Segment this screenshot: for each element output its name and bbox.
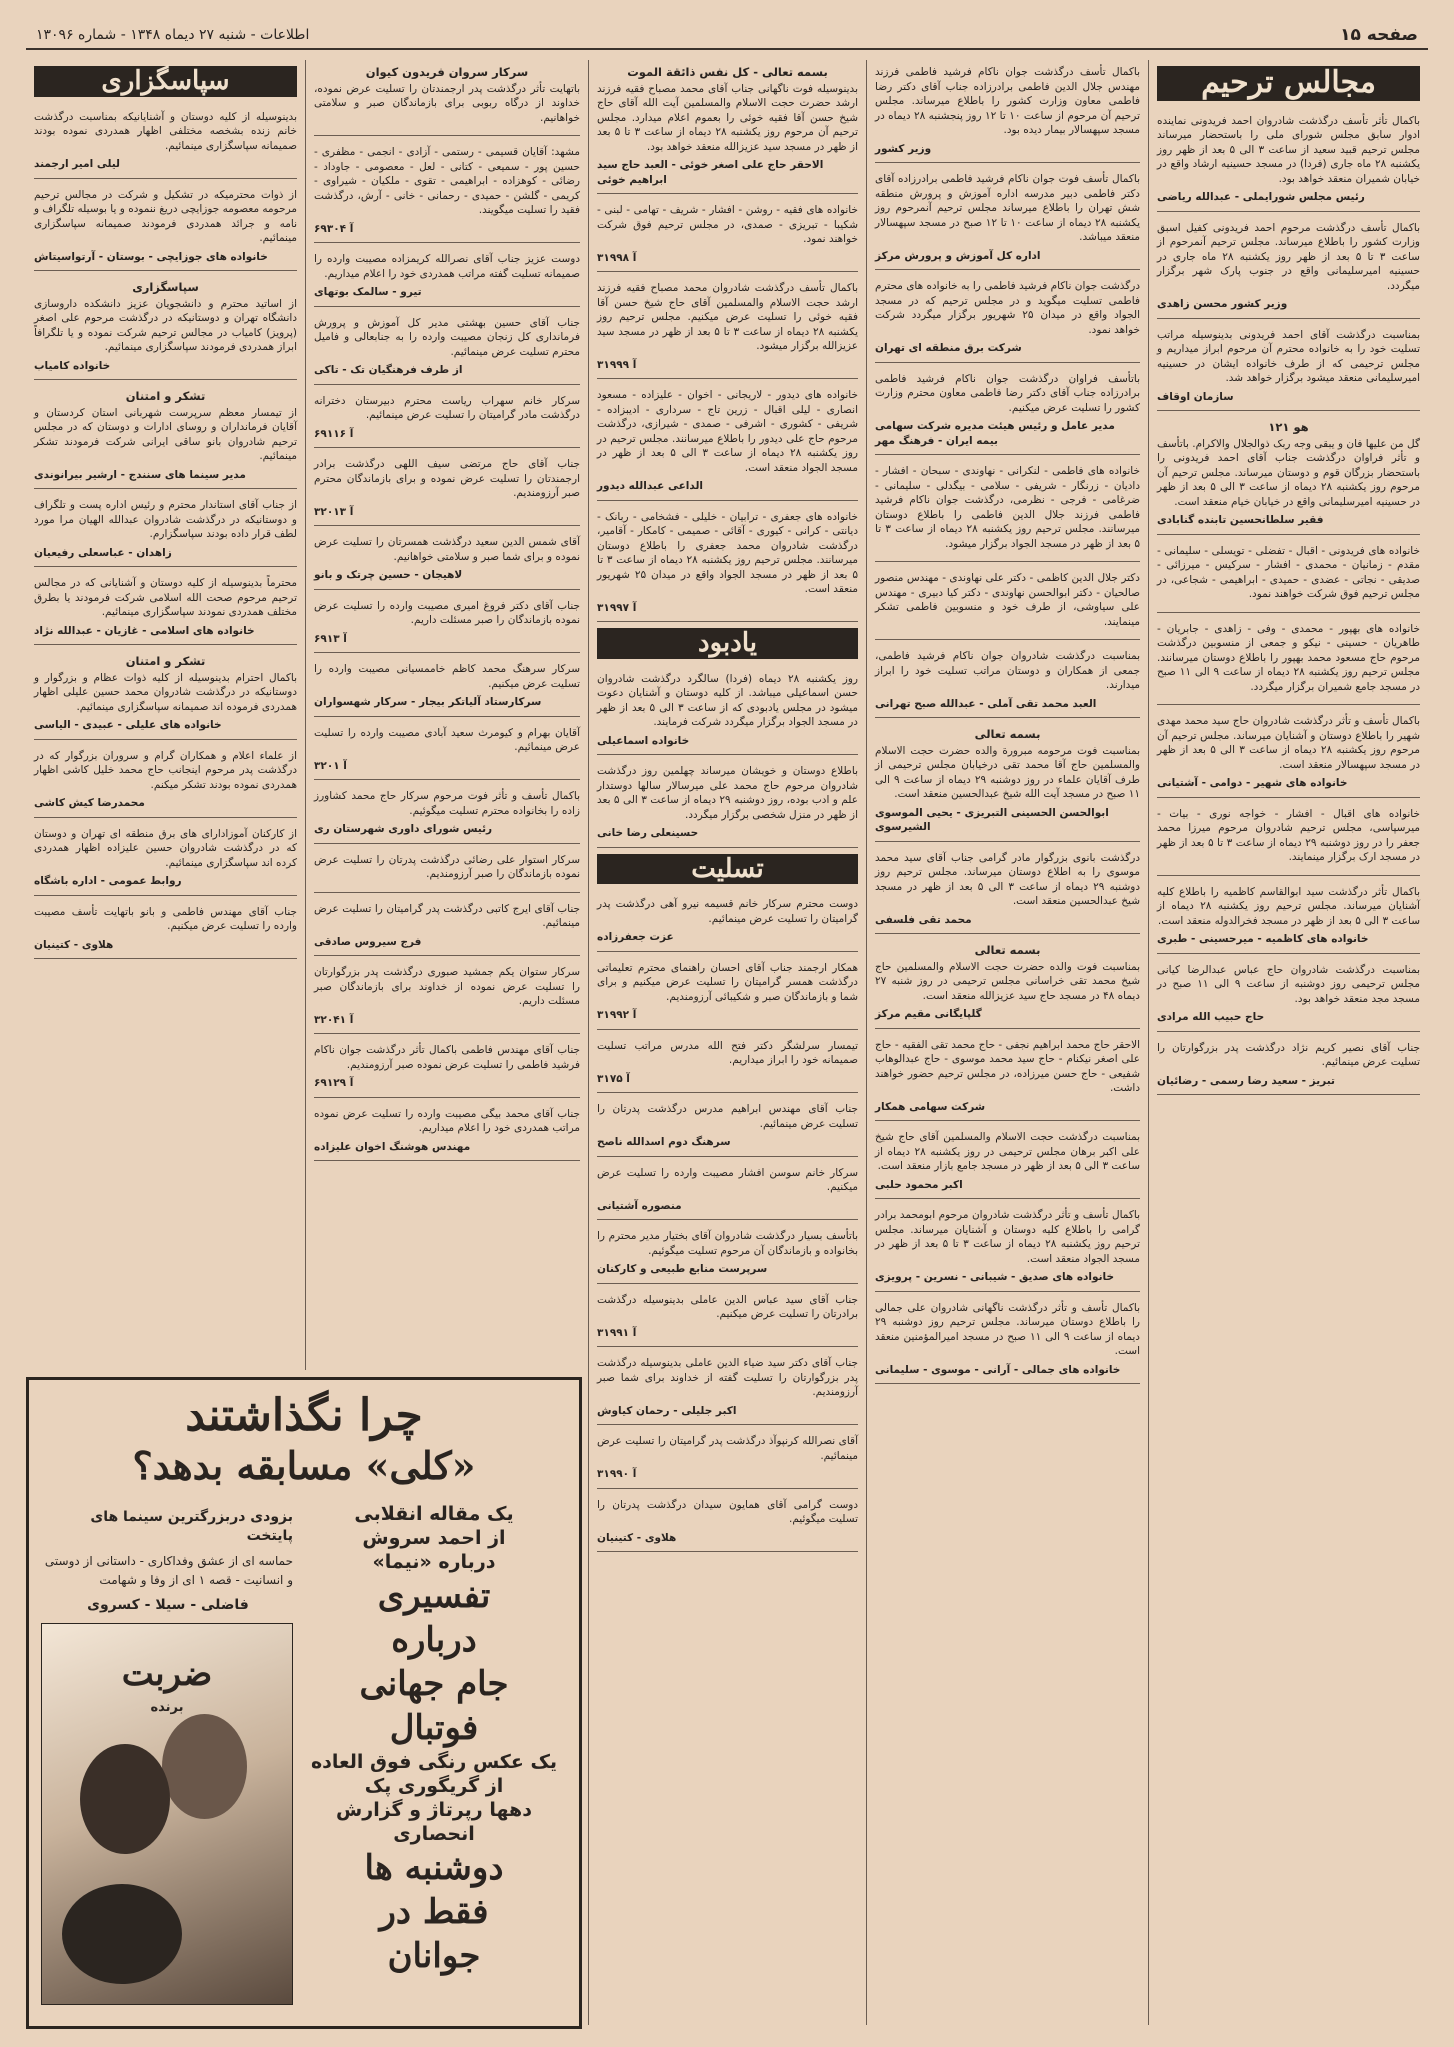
notice-signature: آ ۳۲۰۱ <box>314 759 347 772</box>
notice-body: جناب آقای حاج مرتضی سیف اللهی درگذشت برادر ارجمندتان را تسلیت عرض نموده و برای بازماندگان محترم صبر آرزومندیم. <box>314 458 580 499</box>
notice <box>875 459 1140 562</box>
notice-body: از کارکنان آموزادارای های برق منطقه ای تهران و دوستان که در درگذشت شادروان حسین علیزاده اظهار همدردی کرده اند سپاسگزاری مینمائیم. <box>34 827 297 869</box>
notice-body: دکتر جلال الدین کاظمی - دکتر علی نهاوندی - مهندس منصور صالحیان - دکتر ابوالحسن نهاوندی - دکتر کیا دبیری - مهندس علی سیاوشی، از طرف خود و منسوبین فاطمی تشکر مینمایند. <box>875 572 1140 628</box>
notice-signature: خانواده های صدیق - شیبانی - نسرین - پرویزی <box>875 1271 1115 1283</box>
notice-signature: شرکت برق منطقه ای تهران <box>875 342 1022 354</box>
notice-body: باکمال تأسف و تأثر درگذشت ناگهانی شادروان علی جمالی را باطلاع دوستان میرساند. مجلس ترحیم روز دوشنبه ۲۹ دیماه از ساعت ۹ الی ۱۱ صبح در مسجد امیرالمؤمنین منعقد است. <box>875 1301 1140 1357</box>
notice <box>875 367 1140 456</box>
notice-signature: آ ۳۱۹۹۲ <box>597 1009 637 1021</box>
ad-big-3: جام جهانی <box>359 1664 509 1704</box>
notice <box>875 1203 1140 1292</box>
notice-body: جناب آقای دکتر فروغ امیری مصیبت وارده را تسلیت عرض نموده بازماندگان را صبر مسئلت داریم. <box>314 599 580 626</box>
notice-signature: سرپرست منابع طبیعی و کارکنان <box>597 1263 768 1275</box>
notice <box>597 276 858 379</box>
notice-signature: هلاوی - کتینیان <box>34 938 114 951</box>
notice-body: باکمال تأسف فوت جوان ناکام فرشید فاطمی برادرزاده آقای دکتر فاطمی دبیر مدرسه اداره آموزش و پرورش منطقه شش تهران را باطلاع میرساند مجلس ترحیم آنمرحوم روز یکشنبه ۲۸ دیماه از ساعت ۱۰ تا ۱۲ صبح در مسجد سپهسالار منعقد میباشد. <box>875 173 1140 243</box>
issue-info: اطلاعات - شنبه ۲۷ دیماه ۱۳۴۸ - شماره ۱۳۰۹۶ <box>36 27 310 43</box>
notice-signature: آ ۳۱۹۹۰ <box>597 1468 637 1480</box>
notice-body: آقایان بهرام و کیومرث سعید آبادی مصیبت وارده را تسلیت عرض مینمائیم. <box>314 726 580 753</box>
notice-body: خانواده های جعفری - ترابیان - خلیلی - فشخامی - ربانک - دیانتی - کرانی - کیوری - آقائی - صمیمی - کامکار - آقامیر، درگذشت شادروان محمد جعفری را باطلاع دوستان میرسانند. مجلس ترحیم روز یکشنبه ۲۸ دیماه از ساعت ۳ تا ۵ بعد از ظهر در مسجد الجواد واقع در میدان ۲۵ شهریور منعقد است. <box>597 510 858 595</box>
notice-body: باکمال احترام بدینوسیله از کلیه ذوات عظام و بزرگوار و دوستانیکه در درگذشت شادروان محمد حسین علیلی اظهار همدردی فرموده اند صمیمانه سپاسگزاری مینمائیم. <box>34 671 297 713</box>
film-cast: فاضلی - سیلا - کسروی <box>87 1597 249 1613</box>
notice-signature: سرهنگ دوم اسدالله ناصح <box>597 1136 731 1148</box>
notice-body: از علماء اعلام و همکاران گرام و سروران بزرگوار که در درگذشت پدر مرحوم اینجانب حاج محمد خلیل کاشی اظهار همدردی نموده بودند تشکر میکنم. <box>34 749 297 791</box>
cinema-tagline: حماسه ای از عشق وفداکاری - داستانی از دوستی و انسانیت - قصه ۱ ای از وفا و شهامت <box>44 1554 293 1587</box>
notice-title: سپاسگزاری <box>132 280 199 294</box>
notice-signature: الداعی عبدالله دیدور <box>597 480 703 492</box>
notice-signature: لیلی امیر ارجمند <box>34 158 120 170</box>
notice-body: بدینوسیله از کلیه دوستان و آشنایانیکه بمناسبت درگذشت خانم زنده بشخصه مختلفی اظهار همدردی نموده بودند صمیمانه سپاسگزاری مینمائیم. <box>34 110 297 152</box>
ad-line-1: یک مقاله انقلابی <box>354 1503 514 1525</box>
notice-body: آقای نصرالله کرنپوآذ درگذشت پدر گرامیتان را تسلیت عرض مینمائیم. <box>597 1435 858 1462</box>
ad-big-6: فقط در <box>379 1892 489 1932</box>
notice <box>314 530 580 590</box>
notice-body: جناب آقای ایرج کاتبی درگذشت پدر گرامیتان را تسلیت عرض مینمائیم. <box>314 902 580 929</box>
notice-body: جناب آقای مهندس ابراهیم مدرس درگذشت پدرتان را تسلیت عرض مینمائیم. <box>597 1103 858 1130</box>
notice <box>597 1161 858 1221</box>
ad-big-5: دوشنبه ها <box>364 1848 504 1888</box>
notice-signature: رئیس مجلس شورایملی - عبدالله ریاضی <box>1157 191 1365 203</box>
notice-signature: حسینعلی رضا خانی <box>597 827 699 839</box>
notice-body: از ذوات محترمیکه در تشکیل و شرکت در مجالس ترحیم مرحومه معصومه جوزایچی دریغ ننموده و یا بوسیله تلگراف و نامه و جرائد همدردی فرمودند صمیمانه سپاسگزاری مینمائیم. <box>34 188 297 244</box>
notice-body: جناب آقای سید عباس الدین عاملی بدینوسیله درگذشت برادرتان را تسلیت عرض میکنیم. <box>597 1293 858 1320</box>
notice-body: باکمال تأسف درگذشت مرحوم احمد فریدونی کفیل اسبق وزارت کشور را باطلاع میرساند. مجلس ترحیم آنمرحوم از ساعت ۳ تا ۵ بعد از ظهر روز یکشنبه ۲۸ ماه جاری در حسینیه امیرسلیمانی واقع در جنوب پارک شهر برگزار میگردد. <box>1157 221 1420 292</box>
notice <box>597 1224 858 1284</box>
notice-body: دوست گرامی آقای همایون سیدان درگذشت پدرتان را تسلیت میگوئیم. <box>597 1498 858 1525</box>
magazine-advertisement <box>26 1377 582 2029</box>
notice-body: سرکار خانم سهراب ریاست محترم دبیرستان دخترانه درگذشت مادر گرامیتان را تسلیت عرض مینمائیم. <box>314 394 580 421</box>
notice <box>875 644 1140 718</box>
column-2 <box>866 60 1148 2025</box>
notice <box>875 566 1140 640</box>
notice <box>314 960 580 1034</box>
notice-signature: مدیر عامل و رئیس هیئت مدیره شرکت سهامی بیمه ایران - فرهنگ مهر <box>875 420 1115 447</box>
notice-body: روز یکشنبه ۲۸ دیماه (فردا) سالگرد درگذشت شادروان حسن اسماعیلی میباشد. از کلیه دوستان و آشنایان دعوت میشود در مجلس یادبودی که از ساعت ۳ الی ۵ بعد از ظهر در مسجد الجواد برگزار میگردد شرکت فرمایند. <box>597 672 858 728</box>
notice <box>1157 415 1420 535</box>
film-title: ضربت <box>121 1654 213 1694</box>
notice-signature: خانواده های شهیر - دوامی - آشتیانی <box>1157 777 1348 789</box>
notice-body: خانواده های اقبال - افشار - خواجه نوری - بیات - میرسپاسی، مجلس ترحیم شادروان مرحوم میرزا محمد جعفر را در روز دوشنبه ۲۹ دیماه از ساعت ۳ تا ۵ بعد از ظهر در مسجد ارک برگزار مینمایند. <box>1157 807 1421 863</box>
notice-signature: خانواده های جوزایچی - بوستان - آرتواسیتاش <box>34 250 268 263</box>
notice-signature: زاهدان - عباسعلی رفیعیان <box>34 546 172 559</box>
notice-body: بمناسبت درگذشت حجت الاسلام والمسلمین آقای حاج شیخ علی اکبر برهان مجلس ترحیمی در روز یکشنبه ۲۸ دیماه از ساعت ۳ الی ۵ بعد از ظهر در مسجد جامع بازار منعقد است. <box>875 1131 1140 1172</box>
notice-signature: اکبر محمود حلبی <box>875 1178 963 1191</box>
notice-signature: منصوره آشتیانی <box>597 1199 682 1212</box>
ad-big-7: جوانان <box>387 1936 481 1976</box>
notice-signature: حاج حبیب الله مرادی <box>1157 1011 1265 1023</box>
notice-body: دوست عزیز جناب آقای نصرالله کریمزاده مصیبت وارده را صمیمانه تسلیت گفته مراتب همدردی خود را اعلام میداریم. <box>314 253 580 280</box>
notice <box>1157 216 1420 319</box>
notice <box>875 722 1140 842</box>
notice-body: خانواده های فقیه - روشن - افشار - شریف - تهامی - لبنی - شکیبا - تبریزی - صمدی، در مجلس ترحیم فوق شرکت خواهند نمود. <box>597 204 858 245</box>
notice-signature: آ ۶۹۱۳ <box>314 632 347 645</box>
notice-body: از اساتید محترم و دانشجویان عزیز دانشکده داروسازی دانشگاه تهران و دوستانیکه در درگذشت مرحوم علی اصغر (پرویز) کامیاب در مجالس ترحیم شرکت نموده و یا تلگرافاً ابراز همدردی فرمودند سپاسگزاری مینمائیم. <box>34 297 297 353</box>
notice-body: خانواده های فریدونی - اقبال - تفضلی - تویسلی - سلیمانی - مقدم - زمانیان - محمدی - افشار - سرکیس - میرزائی - صدیقی - نجاتی - عضدی - حمیدی - ابراهیمی - شجاعی، در مجلس ترحیم فوق شرکت خواهند نمود. <box>1157 544 1420 600</box>
notice <box>597 383 858 501</box>
notice <box>314 452 580 526</box>
notice-signature: مهندس هوشنگ اخوان علیزاده <box>314 1140 471 1153</box>
notice <box>314 389 580 449</box>
notice <box>314 247 580 307</box>
notice-body: جناب آقای مهندس فاطمی باکمال تأثر درگذشت جوان ناکام فرشید فاطمی را تسلیت عرض نموده صبر آرزومندیم. <box>314 1044 580 1071</box>
notice-title: هو ۱۲۱ <box>1268 420 1309 434</box>
column-3 <box>588 60 866 2025</box>
notice-title: بسمه تعالی <box>974 727 1041 741</box>
notice-body: بمناسبت فوت والده حضرت حجت الاسلام والمسلمین حاج شیخ محمد تقی خراسانی مجلس ترحیمی در روز شنبه ۲۷ دیماه ۴۸ در مسجد حاج سید عزیزالله منعقد است. <box>875 960 1140 1002</box>
notice-signature: روابط عمومی - اداره باشگاه <box>34 875 182 887</box>
notice <box>875 167 1140 270</box>
notice <box>597 1493 858 1553</box>
notice <box>34 183 297 272</box>
notice-body: از جناب آقای استاندار محترم و رئیس اداره پست و تلگراف و دوستانیکه در درگذشت شادروان عبدالله الهیان مرا مورد لطف قرار داده بودند سپاسگزارم. <box>34 499 297 540</box>
notice-body: گل من علیها فان و یبقی وجه ربک ذوالجلال والاکرام. باتأسف و تأثر فراوان درگذشت جناب آقای احمد فریدونی را باستحضار بزرگان قوم و دوستان میرساند. مجلس ترحیم آن مرحوم روز یکشنبه ۲۸ دیماه از ساعت ۳ الی ۵ بعد از ظهر در حسینیه امیرسلیمانی واقع در خیابان خیام منعقد است. <box>1157 437 1420 508</box>
notice <box>34 649 297 740</box>
notice-signature: وزیر کشور <box>875 142 932 155</box>
notice-body: باتأسف فراوان درگذشت جوان ناکام فرشید فاطمی برادرزاده جناب آقای دکتر رضا فاطمی معاون محترم وزارت کشور را تسلیت عرض میکنیم. <box>875 372 1140 414</box>
notice-body: جناب آقای مهندس فاطمی و بانو باتهایت تأسف مصیبت وارده را تسلیت عرض میکنیم. <box>34 905 297 932</box>
notice-body: باطلاع دوستان و خویشان میرساند چهلمین روز درگذشت شادروان مرحوم حاج محمد علی میرسالار سالها دوستدار علم و ادب بوده، روز دوشنبه ۲۹ دیماه از ساعت ۳ الی ۵ بعد از ظهر در منزل شخصی برگزار میگردد. <box>597 765 858 821</box>
banner-tasliat: تسلیت <box>597 854 858 885</box>
notice-signature: آ ۳۱۹۹۱ <box>597 1326 637 1339</box>
notice <box>34 744 297 818</box>
notice <box>314 721 580 781</box>
notice <box>314 140 580 243</box>
notice-body: دوست محترم سرکار خانم قسیمه نیرو آهی درگذشت پدر گرامیتان را تسلیت عرض مینمائیم. <box>597 898 858 925</box>
notice-signature: فقیر سلطانحسین تابنده گنابادی <box>1157 514 1324 526</box>
notice-body: باتهایت تأثر درگذشت پدر ارجمندتان را تسلیت عرض نموده، خداوند از درگاه ربوبی برای بازماندگان صبر و سلامتی خواهانیم. <box>314 82 580 124</box>
notice-body: باکمال تأثر درگذشت سید ابوالقاسم کاظمیه را باطلاع کلیه آشنایان میرساند. مجلس ترحیم روز یکشنبه ۲۸ دیماه از ساعت ۳ الی ۵ بعد از ظهر در مسجد فخرالدوله منعقد است. <box>1157 885 1420 927</box>
notice-signature: از طرف فرهنگیان تک - تاکی <box>314 364 463 376</box>
ad-line-3: درباره «نیما» <box>372 1551 496 1573</box>
notice-body: جناب آقای محمد بیگی مصیبت وارده را تسلیت عرض نموده مراتب همدردی خود را اعلام میداریم. <box>314 1107 580 1134</box>
ad-line-2: از احمد سروش <box>362 1527 506 1549</box>
page-number: صفحه ۱۵ <box>1340 25 1418 45</box>
notice-body: الاحقر حاج محمد ابراهیم نجفی - حاج محمد تقی الفقیه - حاج علی اصغر نیکنام - حاج سید محمد موسوی - حاج عبدالوهاب شفیعی - حاج حسن میرزاده، در مجلس ترحیم حضور خواهند داشت. <box>875 1038 1140 1094</box>
notice <box>314 60 580 136</box>
notice <box>1157 323 1420 412</box>
notice-signature: آ ۶۹۳۰۴ <box>314 222 354 235</box>
notice-body: از تیمسار معظم سرپرست شهربانی استان کردستان و آقایان فرمانداران و روسای ادارات و دوستان که در مجلس ترحیم شادروان بانو ساقی ایرانی شرکت فرمودند تشکر مینمائیم. <box>34 406 297 462</box>
notice-body: باکمال تأسف درگذشت جوان ناکام فرشید فاطمی فرزند مهندس جلال الدین فاطمی برادرزاده جناب آقای دکتر رضا فاطمی معاون وزارت کشور را باطلاع میرساند. مجلس ترحیم آن مرحوم از ساعت ۱۰ تا ۱۲ روز پنجشنبه ۲۸ دیماه در مسجد سپهسالار بیمار دیده بود. <box>875 66 1141 136</box>
notice <box>875 274 1140 363</box>
notice <box>597 1097 858 1157</box>
notice-body: درگذشت جوان ناکام فرشید فاطمی را به خانواده های محترم فاطمی تسلیت میگوید و در مجلس ترحیم که در مسجد الجواد واقع در میدان ۲۵ شهریور برگزار میگردد شرکت خواهد نمود. <box>875 280 1140 336</box>
notice <box>597 505 858 623</box>
notice <box>875 938 1140 1029</box>
poster-face <box>80 1744 170 1854</box>
film-poster <box>41 1623 293 2005</box>
ad-headline-1: چرا نگذاشتند <box>185 1390 423 1441</box>
notice-signature: عزت جعفرزاده <box>597 931 674 943</box>
notice-signature: محمدرضا کیش کاشی <box>34 797 145 809</box>
notice <box>597 1288 858 1348</box>
notice <box>597 1034 858 1094</box>
banner-majales: مجالس ترحیم <box>1157 66 1420 101</box>
notice <box>1157 880 1420 954</box>
notice-body: باتأسف بسیار درگذشت شادروان آقای بختیار مدیر محترم را بخانواده و بازماندگان آن مرحوم تسلیت میگوئیم. <box>597 1230 858 1257</box>
notice-signature: فرج سیروس صادقی <box>314 935 422 948</box>
notice <box>875 846 1140 935</box>
notice <box>314 848 580 893</box>
notice-title: تشکر و امتنان <box>125 389 206 403</box>
notice-signature: اداره کل آموزش و پرورش مرکز <box>875 249 1041 262</box>
notice-body: باکمال تأسف و تأثر درگذشت شادروان مرحوم ابومحمد برادر گرامی را باطلاع کلیه دوستان و آشنایان میرساند. مجلس ترحیم روز یکشنبه ۲۸ دیماه از ساعت ۳ تا ۵ بعد از ظهر در مسجد الجواد منعقد است. <box>875 1209 1141 1265</box>
column-4 <box>305 60 588 1370</box>
notice-signature: گلپایگانی مقیم مرکز <box>875 1008 982 1020</box>
notice <box>597 759 858 848</box>
notice-body: بمناسبت درگذشت شادروان حاج عباس عبدالرضا کیانی مجلس ترحیمی روز دوشنبه از ساعت ۹ الی ۱۱ صبح در مسجد مجد منعقد خواهد بود. <box>1157 963 1420 1005</box>
notice-body: درگذشت بانوی بزرگوار مادر گرامی جناب آقای سید محمد موسوی را به اطلاع دوستان میرساند. مجلس ترحیم روز دوشنبه ۲۹ دیماه از ساعت ۳ الی ۵ بعد از ظهر در مسجد شیخ عبدالحسین منعقد است. <box>875 851 1140 907</box>
poster-face <box>62 1884 182 1984</box>
notice-signature: آ ۶۹۱۲۹ <box>314 1077 354 1089</box>
notice <box>314 311 580 385</box>
notice-body: همکار ارجمند جناب آقای احسان راهنمای محترم تعلیماتی درگذشت همسر گرامیتان را تسلیت عرض میکنیم و برای شما و بازماندگان صبر و شکیبائی آرزومندیم. <box>597 961 858 1003</box>
notice <box>1157 617 1420 706</box>
notice-body: بمناسبت درگذشت آقای احمد فریدونی بدینوسیله مراتب تسلیت خود را به خانواده محترم آن مرحوم ابراز میداریم و مجلس ترحیمی که از طرف خانواده ایشان در حسینیه امیرسلیمانی منعقد میشود برگزار خواهد شد. <box>1157 328 1420 384</box>
ad-big-4: فوتبال <box>389 1708 479 1748</box>
notice-body: بمناسبت فوت مرحومه مبرورة والده حضرت حجت الاسلام والمسلمین حاج آقا محمد تقی درخیابان مجلس ترحیمی از طرف آقایان علماء در روز دوشنبه ۲۹ دیماه از ساعت ۹ الی ۱۱ صبح در مسجد آیت الله شیخ عبدالحسین منعقد است. <box>875 744 1140 800</box>
notice-signature: لاهیجان - حسین چرتک و بانو <box>314 569 463 581</box>
notice <box>34 571 297 645</box>
ad-big-1: تفسیری <box>377 1576 491 1616</box>
notice-title: سرکار سروان فریدون کیوان <box>365 65 529 79</box>
notice-signature: رئیس شورای داوری شهرستان ری <box>314 823 493 835</box>
notice-signature: سازمان اوقاف <box>1157 390 1234 403</box>
notice-body: سرکار خانم سوسن افشار مصیبت وارده را تسلیت عرض میکنیم. <box>597 1166 858 1193</box>
notice-signature: آ ۳۱۹۹۸ <box>597 251 637 264</box>
ad-line-4: یک عکس رنگی فوق العاده از گریگوری پک <box>310 1751 558 1797</box>
banner-yadbud: یادبود <box>597 628 858 659</box>
ad-line-5: دهها رپرتاژ و گزارش انحصاری <box>336 1799 532 1845</box>
notice-signature: العبد محمد تقی آملی - عبدالله صبح تهرانی <box>875 697 1097 710</box>
notice <box>597 892 858 952</box>
notice <box>314 897 580 957</box>
notice <box>1157 958 1420 1032</box>
notice-signature: آ ۶۹۱۱۶ <box>314 427 354 440</box>
notice-body: سرکار سرهنگ محمد کاظم خاممسیانی مصیبت وارده را تسلیت عرض میکنیم. <box>314 663 580 690</box>
notice-body: باکمال تأسف و تأثر درگذشت شادروان حاج سید محمد مهدی شهیر را باطلاع دوستان و آشنایان میرساند. مجلس ترحیم آن مرحوم روز یکشنبه ۲۸ دیماه از ساعت ۳ الی ۵ بعد از ظهر در مسجد سپهسالار منعقد است. <box>1157 715 1420 771</box>
notice <box>314 1038 580 1098</box>
column-1 <box>1148 60 1428 2025</box>
notice <box>34 900 297 960</box>
notice <box>1157 109 1420 212</box>
banner-sepas: سپاسگزاری <box>34 66 297 97</box>
notice-body: جناب آقای نصیر کریم نژاد درگذشت پدر بزرگوارتان را تسلیت عرض مینمائیم. <box>1157 1041 1420 1068</box>
notice-body: باکمال تأسف و تأثر فوت مرحوم سرکار حاج محمد کشاورز زاده را بخانواده محترم تسلیت میگوئیم. <box>314 790 580 817</box>
notice-signature: مدیر سینما های سنندج - ارشیر بیرانوندی <box>34 468 246 481</box>
notice <box>314 784 580 844</box>
notice <box>34 822 297 896</box>
notice-signature: خانواده کامیاب <box>34 359 111 372</box>
notice <box>1157 1036 1420 1096</box>
ad-big-2: درباره <box>391 1620 477 1660</box>
notice <box>34 493 297 567</box>
notice-signature: آ ۳۱۹۹۹ <box>597 358 637 371</box>
notice-body: خانواده های بهپور - محمدی - وفی - زاهدی - جابریان - طاهریان - حسینی - نیکو و جمعی از منسوبین درگذشت مرحوم حاج مسعود محمد بهپور را باطلاع دوستان میرسانند. مجلس ترحیم روز یکشنبه ۲۸ دیماه از ساعت ۹ الی ۱۱ صبح در مسجد جامع شمیران برگزار میگردد. <box>1157 622 1420 693</box>
notice-body: بمناسبت درگذشت شادروان جوان ناکام فرشید فاطمی، جمعی از همکاران و دوستان مراتب تسلیت خود را ابراز میدارند. <box>875 650 1140 691</box>
notice <box>875 1033 1140 1122</box>
notice-title: بسمه تعالی - کل نفس ذائقة الموت <box>627 65 828 79</box>
notice-body: جناب آقای حسین بهشتی مدیر کل آموزش و پرورش فرمانداری کل زنجان مصیبت وارده را به جنابعالی و فامیل محترم تسلیت عرض مینمائیم. <box>314 316 580 358</box>
notice <box>875 60 1140 163</box>
notice-signature: تبریز - سعید رضا رسمی - رضائیان <box>1157 1074 1335 1087</box>
notice-signature: ابوالحسن الحسینی التبریزی - یحیی الموسوی الشیرسوی <box>875 806 1109 833</box>
notice <box>314 1102 580 1162</box>
notice <box>1157 802 1420 876</box>
notice-signature: اکبر جلیلی - رحمان کیاوش <box>597 1404 737 1417</box>
notice <box>1157 539 1420 613</box>
notice-signature: خانواده های علیلی - عبیدی - الیاسی <box>34 719 222 731</box>
notice-body: سرکار ستوان یکم جمشید صبوری درگذشت پدر بزرگوارتان را تسلیت عرض نموده از خداوند برای بازماندگان صبر مسئلت داریم. <box>314 966 580 1007</box>
masthead <box>26 22 1428 50</box>
notice <box>597 956 858 1030</box>
notice <box>597 60 858 194</box>
notice-signature: سرکارستاد آلیاتکر بیجار - سرکار شهسواران <box>314 696 542 708</box>
notice <box>314 657 580 717</box>
notice <box>314 594 580 654</box>
notice <box>34 275 297 380</box>
notice-body: جناب آقای دکتر سید ضیاء الدین عاملی بدینوسیله درگذشت پدر بزرگوارتان را تسلیت گفته از خداوند برای شما صبر آرزومندیم. <box>597 1357 858 1398</box>
notice-body: تیمسار سرلشگر دکتر فتح الله مدرس مراتب تسلیت صمیمانه خود را ابراز میداریم. <box>597 1039 858 1066</box>
notice-signature: هلاوی - کتینیان <box>597 1531 677 1544</box>
notice-body: خانواده های دیدور - لاریجانی - اخوان - علیزاده - مسعود انصاری - لیلی اقبال - زرین تاج - سرداری - ادیبزاده - شریفی - کشوری - اشرفی - صمدی - شیرازی، درگذشت مرحوم حاج علی دیدور را باطلاع میرسانند. مجلس ترحیم در روز یکشنبه ۲۸ دیماه از ساعت ۳ الی ۵ بعد از ظهر در مسجد الجواد منعقد است. <box>597 389 859 474</box>
notice-signature: خانواده های جمالی - آرانی - موسوی - سلیمانی <box>875 1363 1121 1376</box>
cinema-announcement: بزودی دربزرگترین سینما های پایتخت <box>90 1509 293 1544</box>
notice <box>34 384 297 489</box>
notice-body: محترماً بدینوسیله از کلیه دوستان و آشنایانی که در مجالس ترحیم مرحوم صحت الله اسلامی شرکت فرمودند یا بطرق مختلف همدردی نمودند سپاسگزاری مینمائیم. <box>34 577 297 618</box>
ad-headline-2: «کلی» مسابقه بدهد؟ <box>132 1443 476 1488</box>
notice-body: خانواده های فاطمی - لنکرانی - نهاوندی - سبحان - افشار - دادیان - زرنگار - شریفی - سلامی - بیگدلی - سلیمانی - ضرغامی - فرجی - نظرمی، درگذشت جوان ناکام فرشید فاطمی فرزند جلال الدین فاطمی را باطلاع دوستان میرسانند. مجلس ترحیم روز یکشنبه ۲۸ دیماه از ساعت ۳ تا ۵ بعد از ظهر در مسجد الجواد برگزار میشود. <box>875 465 1140 550</box>
film-subtitle: برنده <box>150 1700 184 1715</box>
notice-body: باکمال تأسف درگذشت شادروان محمد مصباح فقیه فرزند ارشد حجت الاسلام والمسلمین آقای حاج شیخ حسن آقا فقیه خوئی را تسلیت عرض میکنیم. مجلس ترحیم روز یکشنبه ۲۸ دیماه از ساعت ۳ تا ۵ بعد از ظهر در مسجد سید عزیزالله برگزار میشود. <box>597 282 859 352</box>
notice-signature: محمد تقی فلسفی <box>875 913 972 926</box>
notice-body: سرکار استوار علی رضائی درگذشت پدرتان را تسلیت عرض نموده بازماندگان را صبر آرزومندیم. <box>314 853 580 880</box>
notice-signature: تیرو - سالمک بوتهای <box>314 286 422 298</box>
notice <box>34 105 297 179</box>
notice-title: بسمه تعالی <box>974 943 1041 957</box>
notice-signature: آ ۳۱۹۹۷ <box>597 601 637 614</box>
notice <box>597 1351 858 1425</box>
notice-signature: وزیر کشور محسن زاهدی <box>1157 298 1288 310</box>
notice-signature: الاحقر حاج علی اصغر خوئی - العبد حاج سید ابراهیم خوئی <box>597 159 824 186</box>
notice-body: بدینوسیله فوت ناگهانی جناب آقای محمد مصباح فقیه فرزند ارشد حضرت حجت الاسلام والمسلمین آیت الله آقای حاج شیخ حسن آقا فقیه خوئی را بعموم اعلام میدارد. مجلس ترحیم آن مرحوم روز یکشنبه ۲۸ دیماه از ساعت ۳ تا ۵ بعد از ظهر در مسجد سید عزیزالله منعقد خواهد بود. <box>597 82 859 153</box>
notice-signature: شرکت سهامی همکار <box>875 1100 986 1113</box>
notice-body: باکمال تأثر تأسف درگذشت شادروان احمد فریدونی نماینده ادوار سابق مجلس شورای ملی را باستحضار میرساند مجلس ترحیم قبید سعید از ساعت ۳ الی ۵ بعد از ظهر روز یکشنبه ۲۸ ماه جاری (فردا) در مسجد حسینیه ارشاد واقع در خیابان شمیران منعقد خواهد بود. <box>1157 114 1420 185</box>
notice <box>875 1125 1140 1199</box>
notice-signature: آ ۳۱۷۵ <box>597 1072 630 1085</box>
notice-body: مشهد: آقایان قسیمی - رستمی - آزادی - انجمی - مظفری - حسین پور - سمیعی - کتانی - لعل - معصومی - جاوداد - رضائی - کوهزاده - ابراهیمی - تقوی - ملکیان - شیراوی - کریمی - گلشن - حمیدی - رحمانی - خانی - آرش، درگذشت فقید را تسلیت میگویند. <box>314 146 580 216</box>
notice <box>597 1429 858 1489</box>
notice <box>597 667 858 756</box>
notice-signature: خانواده های اسلامی - غازیان - عبدالله نژاد <box>34 624 255 637</box>
notice-signature: آ ۳۲۰۱۳ <box>314 505 354 518</box>
notice <box>1157 709 1420 798</box>
notice-body: آقای شمس الدین سعید درگذشت همسرتان را تسلیت عرض نموده و برای شما صبر و سلامتی خواهانیم. <box>314 536 580 563</box>
notice <box>875 1296 1140 1385</box>
poster-face <box>162 1714 247 1819</box>
column-5 <box>26 60 305 1370</box>
notice-title: تشکر و امتنان <box>125 654 206 668</box>
notice-signature: خانواده های کاظمیه - میرحسینی - طبری <box>1157 933 1369 945</box>
notice-signature: خانواده اسماعیلی <box>597 734 690 747</box>
notice-signature: آ ۳۲۰۴۱ <box>314 1013 354 1026</box>
notice <box>597 198 858 272</box>
